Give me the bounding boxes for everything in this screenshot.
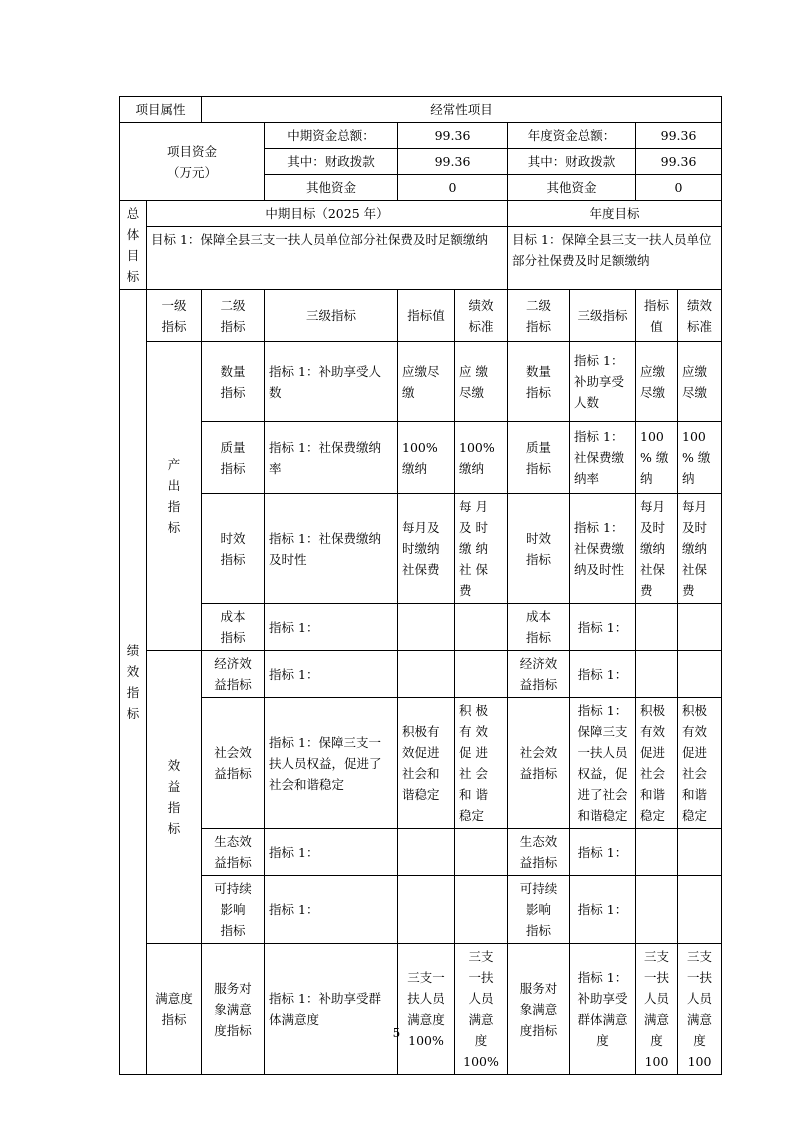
year-fiscal-value: 99.36 bbox=[636, 149, 722, 175]
quantity-l3: 指标 1：补助享受人数 bbox=[265, 342, 398, 422]
col-standard-header: 绩效 标准 bbox=[455, 290, 508, 342]
col-year-value-header: 指标 值 bbox=[636, 290, 678, 342]
quality-value: 100% 缴纳 bbox=[398, 422, 455, 494]
year-service-l2: 服务对 象满意 度指标 bbox=[508, 944, 570, 1075]
mid-fiscal-label: 其中：财政拨款 bbox=[265, 149, 398, 175]
economic-value bbox=[398, 651, 455, 698]
year-timeliness-l3: 指标 1：社保费缴纳及时性 bbox=[570, 494, 636, 604]
quantity-l2: 数量 指标 bbox=[202, 342, 265, 422]
table-row bbox=[120, 123, 722, 149]
year-ecological-l2: 生态效 益指标 bbox=[508, 829, 570, 876]
cost-l2: 成本 指标 bbox=[202, 604, 265, 651]
quantity-value: 应缴尽缴 bbox=[398, 342, 455, 422]
table-row bbox=[120, 342, 722, 422]
year-quality-l3: 指标 1：社保费缴纳率 bbox=[570, 422, 636, 494]
ecological-value bbox=[398, 829, 455, 876]
year-quality-l2: 质量 指标 bbox=[508, 422, 570, 494]
effect-indicator-label: 效 益 指 标 bbox=[147, 651, 202, 944]
year-goal-header: 年度目标 bbox=[508, 201, 722, 227]
table-row bbox=[120, 422, 722, 494]
social-l3: 指标 1：保障三支一扶人员权益，促进了社会和谐稳定 bbox=[265, 698, 398, 829]
table-row bbox=[120, 604, 722, 651]
year-total-value: 99.36 bbox=[636, 123, 722, 149]
mid-fiscal-value: 99.36 bbox=[398, 149, 508, 175]
col-level2-header: 二级 指标 bbox=[202, 290, 265, 342]
year-social-l3: 指标 1： 保障三支 一扶人员 权益，促 进了社会 和谐稳定 bbox=[570, 698, 636, 829]
year-social-standard: 积极 有效 促进 社会 和谐 稳定 bbox=[678, 698, 722, 829]
project-attribute-label: 项目属性 bbox=[120, 97, 202, 123]
project-funds-label: 项目资金 （万元） bbox=[120, 123, 265, 201]
year-ecological-l3: 指标 1： bbox=[570, 829, 636, 876]
sustainable-standard bbox=[455, 876, 508, 944]
table-row bbox=[120, 290, 722, 342]
project-attribute-value: 经常性项目 bbox=[202, 97, 722, 123]
output-indicator-label: 产 出 指 标 bbox=[147, 342, 202, 651]
year-economic-value bbox=[636, 651, 678, 698]
year-quality-standard: 100 % 缴 纳 bbox=[678, 422, 722, 494]
social-l2: 社会效 益指标 bbox=[202, 698, 265, 829]
year-sustainable-value bbox=[636, 876, 678, 944]
satisfaction-indicator-label: 满意度 指标 bbox=[147, 944, 202, 1075]
year-sustainable-l2: 可持续 影响 指标 bbox=[508, 876, 570, 944]
table-row bbox=[120, 201, 722, 227]
year-social-value: 积极 有效 促进 社会 和谐 稳定 bbox=[636, 698, 678, 829]
quality-l3: 指标 1：社保费缴纳率 bbox=[265, 422, 398, 494]
col-value-header: 指标值 bbox=[398, 290, 455, 342]
page-number: 5 bbox=[392, 1026, 401, 1040]
ecological-l2: 生态效 益指标 bbox=[202, 829, 265, 876]
year-service-value: 三支 一扶 人员 满意 度 100 bbox=[636, 944, 678, 1075]
service-value: 三支一 扶人员 满意度 100% bbox=[398, 944, 455, 1075]
table-row bbox=[120, 97, 722, 123]
year-service-standard: 三支 一扶 人员 满意 度 100 bbox=[678, 944, 722, 1075]
performance-goal-table bbox=[119, 96, 722, 1075]
year-social-l2: 社会效 益指标 bbox=[508, 698, 570, 829]
year-timeliness-value: 每月 及时 缴纳 社保 费 bbox=[636, 494, 678, 604]
year-total-label: 年度资金总额： bbox=[508, 123, 636, 149]
sustainable-value bbox=[398, 876, 455, 944]
year-service-l3: 指标 1： 补助享受 群体满意 度 bbox=[570, 944, 636, 1075]
table-row bbox=[120, 494, 722, 604]
year-quantity-l2: 数量 指标 bbox=[508, 342, 570, 422]
service-standard: 三支 一扶 人员 满意 度 100% bbox=[455, 944, 508, 1075]
mid-other-value: 0 bbox=[398, 175, 508, 201]
timeliness-l2: 时效 指标 bbox=[202, 494, 265, 604]
table-row bbox=[120, 698, 722, 829]
ecological-l3: 指标 1： bbox=[265, 829, 398, 876]
year-ecological-standard bbox=[678, 829, 722, 876]
col-year-level2-header: 二级 指标 bbox=[508, 290, 570, 342]
quality-l2: 质量 指标 bbox=[202, 422, 265, 494]
col-year-standard-header: 绩效 标准 bbox=[678, 290, 722, 342]
year-economic-standard bbox=[678, 651, 722, 698]
year-economic-l2: 经济效 益指标 bbox=[508, 651, 570, 698]
cost-standard bbox=[455, 604, 508, 651]
year-timeliness-standard: 每月 及时 缴纳 社保 费 bbox=[678, 494, 722, 604]
mid-other-label: 其他资金 bbox=[265, 175, 398, 201]
mid-total-value: 99.36 bbox=[398, 123, 508, 149]
timeliness-l3: 指标 1：社保费缴纳及时性 bbox=[265, 494, 398, 604]
year-cost-l2: 成本 指标 bbox=[508, 604, 570, 651]
col-level3-header: 三级指标 bbox=[265, 290, 398, 342]
year-quantity-l3: 指标 1：补助享受人数 bbox=[570, 342, 636, 422]
year-sustainable-standard bbox=[678, 876, 722, 944]
mid-total-label: 中期资金总额： bbox=[265, 123, 398, 149]
timeliness-standard: 每 月 及 时 缴 纳 社 保 费 bbox=[455, 494, 508, 604]
year-other-label: 其他资金 bbox=[508, 175, 636, 201]
social-standard: 积 极 有 效 促 进 社 会 和 谐 稳定 bbox=[455, 698, 508, 829]
overall-goal-label: 总 体 目 标 bbox=[120, 201, 147, 290]
timeliness-value: 每月及时缴纳社保费 bbox=[398, 494, 455, 604]
year-ecological-value bbox=[636, 829, 678, 876]
quality-standard: 100% 缴纳 bbox=[455, 422, 508, 494]
col-year-level3-header: 三级指标 bbox=[570, 290, 636, 342]
mid-goal-text: 目标 1：保障全县三支一扶人员单位部分社保费及时足额缴纳 bbox=[147, 227, 508, 290]
col-level1-header: 一级 指标 bbox=[147, 290, 202, 342]
table-row bbox=[120, 876, 722, 944]
year-timeliness-l2: 时效 指标 bbox=[508, 494, 570, 604]
performance-indicator-label: 绩 效 指 标 bbox=[120, 290, 147, 1075]
service-l3: 指标 1：补助享受群体满意度 bbox=[265, 944, 398, 1075]
year-quantity-standard: 应缴尽缴 bbox=[678, 342, 722, 422]
mid-goal-header: 中期目标（2025 年） bbox=[147, 201, 508, 227]
year-sustainable-l3: 指标 1： bbox=[570, 876, 636, 944]
economic-l2: 经济效 益指标 bbox=[202, 651, 265, 698]
year-cost-l3: 指标 1： bbox=[570, 604, 636, 651]
year-cost-value bbox=[636, 604, 678, 651]
table-row bbox=[120, 651, 722, 698]
service-l2: 服务对 象满意 度指标 bbox=[202, 944, 265, 1075]
year-economic-l3: 指标 1： bbox=[570, 651, 636, 698]
economic-l3: 指标 1： bbox=[265, 651, 398, 698]
ecological-standard bbox=[455, 829, 508, 876]
sustainable-l3: 指标 1： bbox=[265, 876, 398, 944]
table-row bbox=[120, 944, 722, 1075]
sustainable-l2: 可持续 影响 指标 bbox=[202, 876, 265, 944]
year-goal-text: 目标 1：保障全县三支一扶人员单位部分社保费及时足额缴纳 bbox=[508, 227, 722, 290]
table-row bbox=[120, 829, 722, 876]
economic-standard bbox=[455, 651, 508, 698]
social-value: 积极有效促进社会和谐稳定 bbox=[398, 698, 455, 829]
table-row bbox=[120, 227, 722, 290]
quantity-standard: 应 缴 尽缴 bbox=[455, 342, 508, 422]
year-fiscal-label: 其中：财政拨款 bbox=[508, 149, 636, 175]
year-cost-standard bbox=[678, 604, 722, 651]
year-other-value: 0 bbox=[636, 175, 722, 201]
year-quantity-value: 应缴尽缴 bbox=[636, 342, 678, 422]
cost-l3: 指标 1： bbox=[265, 604, 398, 651]
cost-value bbox=[398, 604, 455, 651]
year-quality-value: 100 % 缴 纳 bbox=[636, 422, 678, 494]
